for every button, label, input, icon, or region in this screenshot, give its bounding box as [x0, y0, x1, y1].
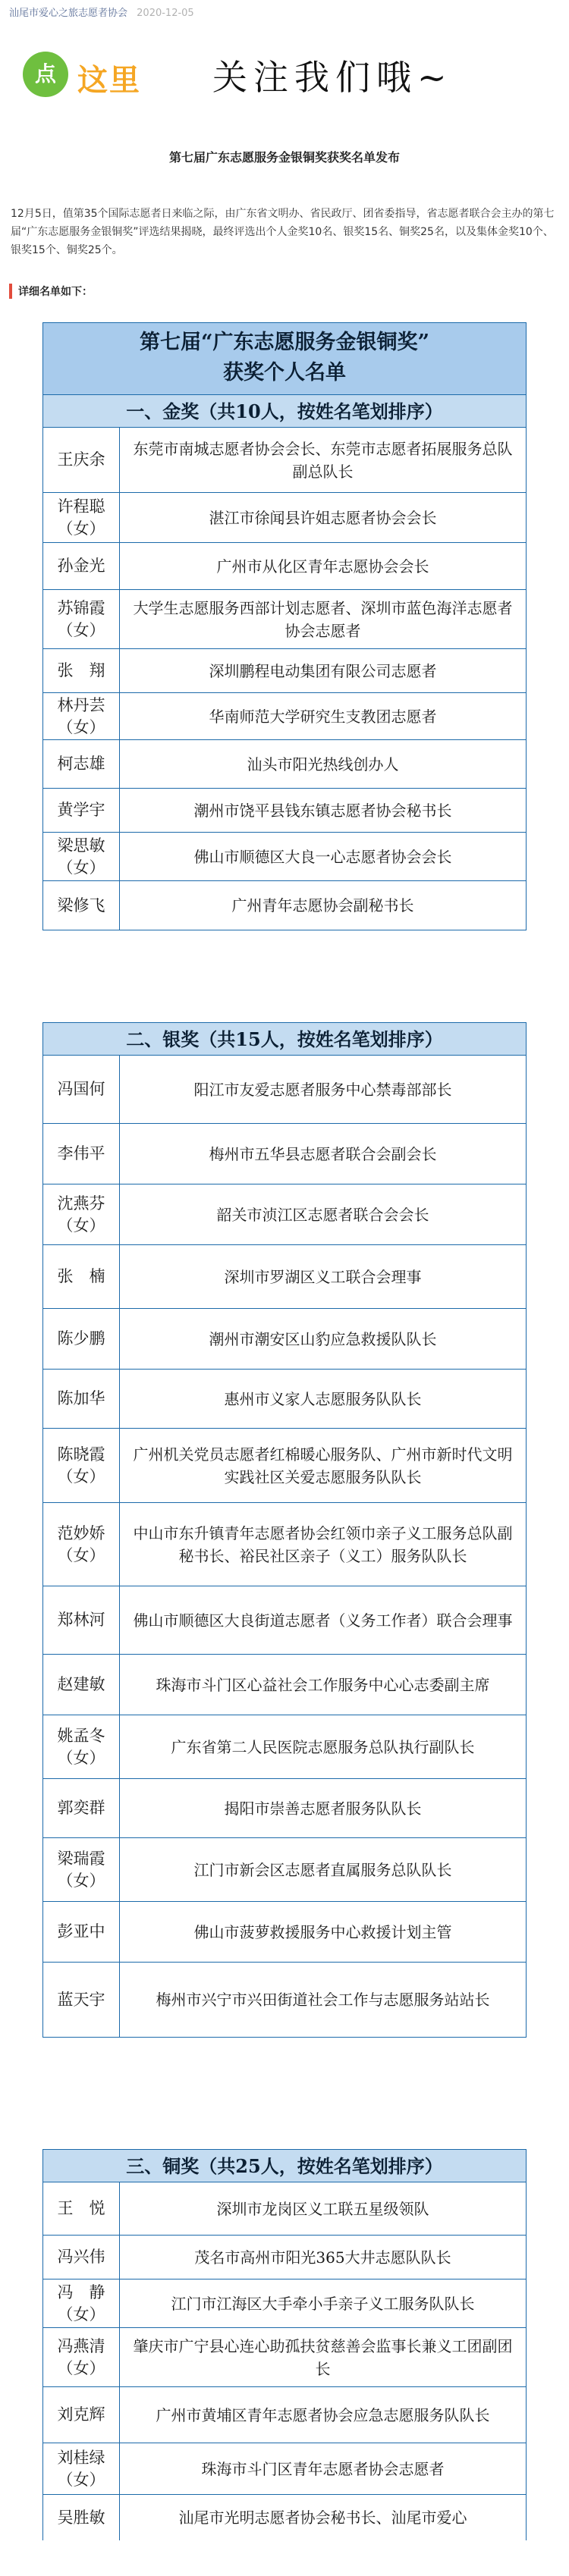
awardee-name: 赵建敏: [43, 1655, 120, 1715]
silver-rows: [43, 1056, 526, 2037]
awardee-role: 华南师范大学研究生支教团志愿者: [209, 707, 437, 726]
table-row: [43, 1245, 526, 1309]
account-name-link[interactable]: 汕尾市爱心之旅志愿者协会: [9, 8, 128, 19]
awardee-role: 江门市新会区志愿者直属服务总队队长: [193, 1860, 452, 1879]
silver-section-heading: 二、银奖（共15人，按姓名笔划排序）: [43, 1023, 526, 1056]
table-row: [43, 1838, 526, 1902]
table-row: [43, 1963, 526, 2037]
awardee-name: 姚孟冬（女）: [43, 1715, 120, 1778]
table-row: [43, 428, 526, 493]
table-row: [43, 1715, 526, 1779]
table-row: [43, 649, 526, 693]
awardee-name: 郑林河: [43, 1586, 120, 1654]
awardee-role: 广州机关党员志愿者红棉暖心服务队、广州市新时代文明实践社区关爱志愿服务队队长: [133, 1445, 513, 1486]
awardee-role: 广州市从化区青年志愿协会会长: [216, 557, 429, 576]
table-row: [43, 740, 526, 789]
awardee-role: 深圳鹏程电动集团有限公司志愿者: [209, 661, 437, 680]
table-row: [43, 1309, 526, 1370]
table-row: [43, 2328, 526, 2387]
table-row: [43, 789, 526, 833]
awardee-role: 茂名市高州市阳光365大井志愿队队长: [194, 2248, 451, 2267]
awardee-name: 冯燕清（女）: [43, 2328, 120, 2386]
table-row: [43, 2495, 526, 2540]
awardee-role: 大学生志愿服务西部计划志愿者、深圳市蓝色海洋志愿者协会志愿者: [133, 598, 513, 640]
table-title-line1: 第七届“广东志愿服务金银铜奖”: [139, 331, 430, 354]
awardee-name: 柯志雄: [43, 740, 120, 788]
awardee-role: 惠州市义家人志愿服务队队长: [224, 1389, 422, 1408]
awardee-name: 许程聪（女）: [43, 493, 120, 542]
publish-date: 2020-12-05: [137, 8, 194, 19]
awardee-role: 梅州市五华县志愿者联合会副会长: [209, 1144, 437, 1163]
table-title-line2: 获奖个人名单: [223, 361, 346, 384]
table-row: [43, 2236, 526, 2279]
table-row: [43, 2443, 526, 2495]
table-row: [43, 2387, 526, 2443]
awardee-role: 江门市江海区大手牵小手亲子义工服务队队长: [171, 2294, 475, 2313]
awardee-role: 汕头市阳光热线创办人: [247, 755, 399, 773]
table-row: [43, 1655, 526, 1715]
table-row: [43, 590, 526, 649]
awardee-name: 李伟平: [43, 1124, 120, 1184]
awardee-role: 东莞市南城志愿者协会会长、东莞市志愿者拓展服务总队副总队长: [133, 439, 513, 481]
article-headline: 第七届广东志愿服务金银铜奖获奖名单发布: [168, 150, 400, 165]
follow-banner: [23, 45, 546, 106]
bronze-award-table: [42, 2149, 527, 2540]
table-title: [43, 323, 526, 395]
article-meta: [9, 5, 194, 19]
awardee-role: 佛山市菠萝救援服务中心救援计划主管: [193, 1922, 452, 1941]
awardee-name: 冯兴伟: [43, 2236, 120, 2279]
awardee-role: 中山市东升镇青年志愿者协会红领巾亲子义工服务总队副秘书长、裕民社区亲子（义工）服务队队长: [133, 1523, 513, 1565]
awardee-role: 广东省第二人民医院志愿服务总队执行副队长: [171, 1737, 475, 1756]
awardee-name: 梁修飞: [43, 881, 120, 930]
awardee-role: 潮州市饶平县钱东镇志愿者协会秘书长: [193, 801, 452, 820]
awardee-name: 吴胜敏: [43, 2495, 120, 2540]
awardee-name: 郭奕群: [43, 1779, 120, 1837]
awardee-name: 冯 静（女）: [43, 2279, 120, 2327]
awardee-name: 沈燕芬（女）: [43, 1184, 120, 1244]
awardee-role: 佛山市顺德区大良一心志愿者协会会长: [193, 847, 452, 866]
gold-award-table: [42, 322, 527, 930]
awardee-role: 佛山市顺德区大良街道志愿者（义务工作者）联合会理事: [133, 1611, 513, 1630]
silver-bronze-award-table: [42, 1022, 527, 2038]
table-row: [43, 1124, 526, 1184]
bronze-rows: [43, 2182, 526, 2540]
table-row: [43, 543, 526, 590]
awardee-role: 梅州市兴宁市兴田街道社会工作与志愿服务站站长: [156, 1991, 490, 2009]
awardee-name: 陈晓霞（女）: [43, 1429, 120, 1502]
awardee-name: 王 悦: [43, 2182, 120, 2235]
table-row: [43, 2279, 526, 2328]
table-row: [43, 1184, 526, 1245]
gold-section-heading: 一、金奖（共10人，按姓名笔划排序）: [43, 395, 526, 428]
awardee-name: 苏锦霞（女）: [43, 590, 120, 648]
table-row: [43, 1370, 526, 1429]
awardee-role: 湛江市徐闻县许姐志愿者协会会长: [209, 508, 437, 527]
awardee-name: 范妙娇（女）: [43, 1503, 120, 1586]
awardee-name: 蓝天宇: [43, 1963, 120, 2037]
article-intro: 12月5日，值第35个国际志愿者日来临之际，由广东省文明办、省民政厅、团省委指导，省志愿者联合会主办的第七届“广东志愿服务金银铜奖”评选结果揭晓，最终评选出个人金奖10名、银奖15名、铜奖25名，以及集体金奖10个、银奖15个、铜奖25个。: [11, 208, 555, 256]
table-row: [43, 1902, 526, 1963]
awardee-name: 孙金光: [43, 543, 120, 589]
table-row: [43, 1503, 526, 1586]
table-row: [43, 881, 526, 930]
awardee-role: 揭阳市崇善志愿者服务队队长: [224, 1799, 422, 1818]
awardee-role: 珠海市斗门区青年志愿者协会志愿者: [201, 2459, 445, 2478]
awardee-role: 潮州市潮安区山豹应急救援队队长: [209, 1329, 437, 1348]
banner-tag: 这里: [77, 63, 141, 98]
awardee-role: 阳江市友爱志愿者服务中心禁毒部部长: [193, 1080, 452, 1099]
table-row: [43, 693, 526, 740]
awardee-role: 汕尾市光明志愿者协会秘书长、汕尾市爱心: [178, 2509, 467, 2527]
awardee-name: 刘克辉: [43, 2387, 120, 2443]
awardee-name: 冯国何: [43, 1056, 120, 1123]
awardee-role: 肇庆市广宁县心连心助孤扶贫慈善会监事长兼义工团副团长: [133, 2336, 513, 2378]
awardee-role: 广州青年志愿协会副秘书长: [231, 896, 414, 915]
awardee-name: 张 楠: [43, 1245, 120, 1308]
awardee-name: 王庆余: [43, 428, 120, 492]
awardee-role: 韶关市浈江区志愿者联合会会长: [216, 1205, 429, 1224]
awardee-name: 黄学宇: [43, 789, 120, 832]
gold-rows: [43, 428, 526, 930]
table-row: [43, 1056, 526, 1124]
awardee-name: 彭亚中: [43, 1902, 120, 1962]
detail-list-label: 详细名单如下：: [9, 284, 93, 299]
bronze-section-heading: 三、铜奖（共25人，按姓名笔划排序）: [43, 2150, 526, 2182]
table-row: [43, 493, 526, 543]
table-row: [43, 2182, 526, 2236]
awardee-role: 深圳市龙岗区义工联五星级领队: [216, 2199, 429, 2218]
table-row: [43, 1429, 526, 1503]
badge-icon: 点: [23, 52, 68, 97]
banner-slogan: 关注我们哦~: [212, 57, 453, 98]
awardee-name: 刘桂绿（女）: [43, 2443, 120, 2494]
awardee-role: 广州市黄埔区青年志愿者协会应急志愿服务队队长: [156, 2405, 490, 2424]
awardee-role: 珠海市斗门区心益社会工作服务中心心志委副主席: [156, 1675, 490, 1694]
awardee-name: 梁瑞霞（女）: [43, 1838, 120, 1901]
awardee-name: 梁思敏（女）: [43, 833, 120, 880]
awardee-name: 林丹芸（女）: [43, 693, 120, 739]
awardee-name: 张 翔: [43, 649, 120, 692]
awardee-name: 陈加华: [43, 1370, 120, 1428]
awardee-role: 深圳市罗湖区义工联合会理事: [224, 1267, 422, 1286]
table-row: [43, 833, 526, 881]
awardee-name: 陈少鹏: [43, 1309, 120, 1369]
table-row: [43, 1779, 526, 1838]
table-row: [43, 1586, 526, 1655]
